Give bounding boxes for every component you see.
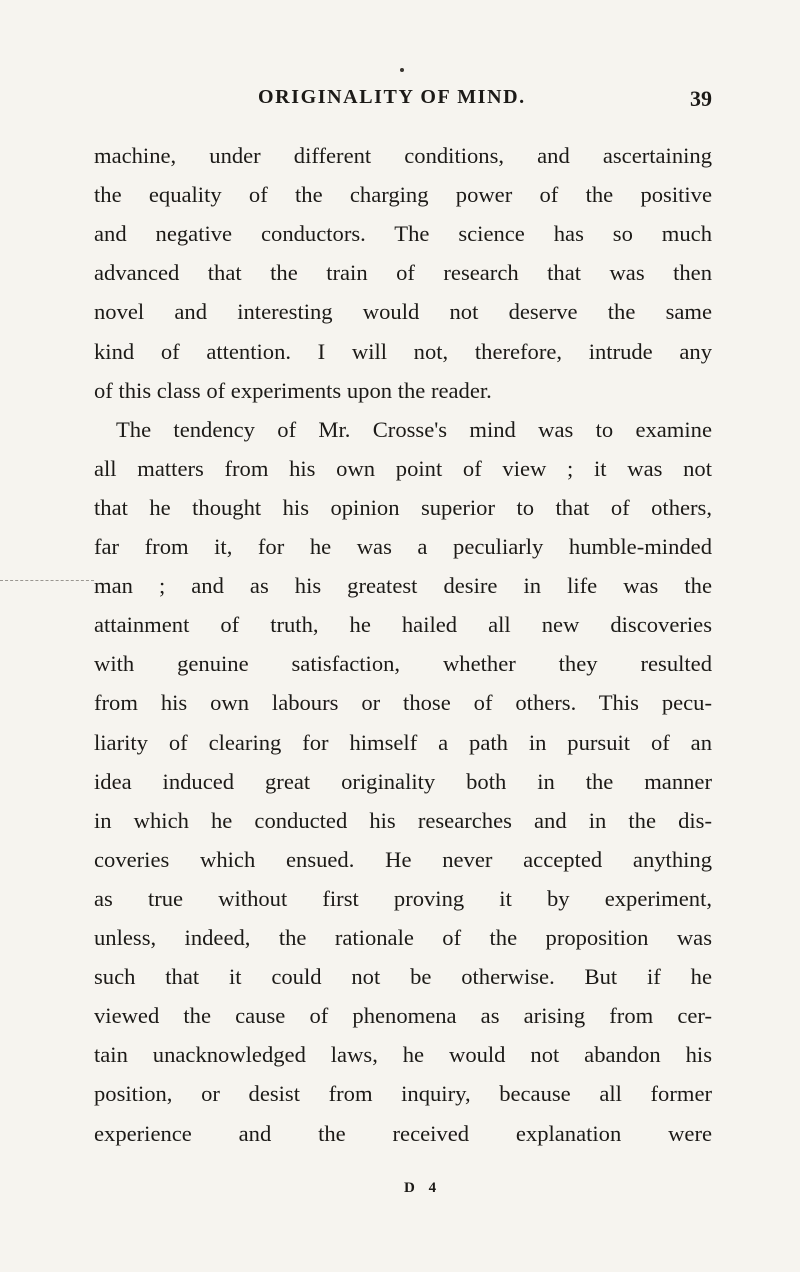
- text-line: attainment of truth, he hailed all new discoveries: [94, 612, 712, 638]
- margin-mark: [0, 580, 94, 583]
- text-line: coveries which ensued. He never accepted anything: [94, 846, 712, 872]
- text-line: as true without first proving it by experiment,: [94, 885, 712, 911]
- text-line: from his own labours or those of others. This pecu-: [94, 690, 712, 716]
- text-line: viewed the cause of phenomena as arising from cer-: [94, 1003, 712, 1029]
- running-title: ORIGINALITY OF MIND.: [258, 86, 526, 108]
- text-line: with genuine satisfaction, whether they resulted: [94, 651, 712, 677]
- running-head: [258, 86, 712, 116]
- text-line: tain unacknowledged laws, he would not abandon his: [94, 1042, 712, 1068]
- text-line: unless, indeed, the rationale of the proposition was: [94, 925, 712, 950]
- text-line: that he thought his opinion superior to that of others,: [94, 494, 712, 520]
- text-line: man ; and as his greatest desire in life was the: [94, 573, 712, 599]
- text-line: position, or desist from inquiry, because all former: [94, 1081, 712, 1107]
- text-line: kind of attention. I will not, therefore, intrude any: [94, 338, 712, 364]
- text-line: of this class of experiments upon the reader.: [94, 377, 492, 403]
- text-line: the equality of the charging power of the positive: [94, 182, 712, 208]
- signature-mark: D 4: [404, 1180, 442, 1196]
- text-line: such that it could not be otherwise. But if he: [94, 964, 712, 990]
- paragraph-first-line: The tendency of Mr. Crosse's mind was to examine: [116, 416, 712, 442]
- ink-dot: [400, 68, 404, 72]
- text-line: far from it, for he was a peculiarly humble-minded: [94, 534, 712, 559]
- text-line: novel and interesting would not deserve the same: [94, 299, 712, 325]
- text-line: all matters from his own point of view ; it was not: [94, 455, 712, 481]
- text-line: machine, under different conditions, and ascertaining: [94, 143, 712, 168]
- page-number: 39: [690, 86, 712, 111]
- text-line: liarity of clearing for himself a path in pursuit of an: [94, 729, 712, 755]
- text-line: in which he conducted his researches and in the dis-: [94, 807, 712, 833]
- text-line: advanced that the train of research that was then: [94, 260, 712, 286]
- text-line: and negative conductors. The science has so much: [94, 221, 712, 247]
- text-line: experience and the received explanation were: [94, 1120, 712, 1146]
- text-line: idea induced great originality both in the manner: [94, 768, 712, 794]
